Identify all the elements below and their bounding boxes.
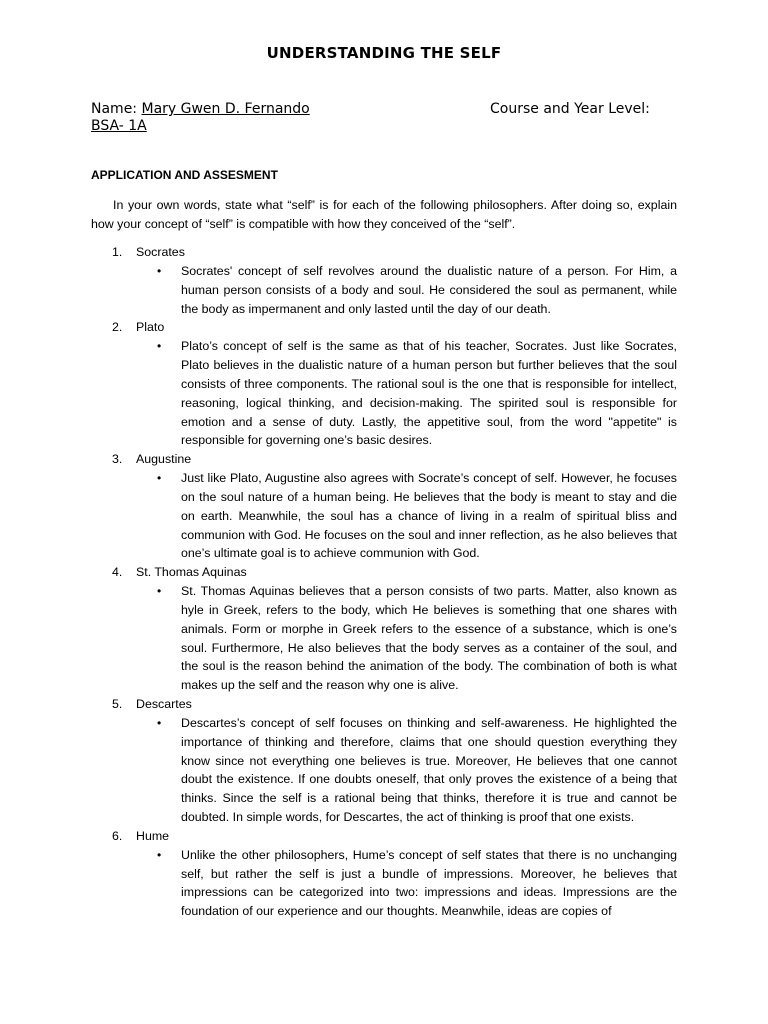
bullet-row <box>0 714 768 827</box>
bullet-row <box>0 469 768 563</box>
bullet-row <box>0 262 768 318</box>
item-paragraph: Unlike the other philosophers, Hume’s concept of self states that there is no unchanging self, but rather the self is just a bundle of impressions. Moreover, he believes that impressions can be categorized into two: impressions and ideas. Impressions are the foundation of our experience and our thoughts. Meanwhile, ideas are copies of <box>181 847 677 919</box>
list-item <box>0 318 768 450</box>
philosopher-name: St. Thomas Aquinas <box>136 565 247 580</box>
philosopher-list <box>0 243 768 921</box>
philosopher-name: Descartes <box>136 696 192 711</box>
name-label: Name: <box>91 101 142 117</box>
bullet-row <box>0 846 768 921</box>
item-number: 4. <box>112 565 123 580</box>
philosopher-name: Plato <box>136 320 165 335</box>
philosopher-name: Augustine <box>136 452 192 467</box>
philosopher-name: Hume <box>136 828 170 843</box>
bullet-icon: • <box>157 339 162 354</box>
item-number: 1. <box>112 245 123 259</box>
bullet-icon: • <box>157 264 162 278</box>
page-title: UNDERSTANDING THE SELF <box>266 44 502 62</box>
item-paragraph: St. Thomas Aquinas believes that a person consists of two parts. Matter, also known as hyle in Greek, refers to the body, which He believes is something that one shares with animals. Form or morphe in Greek refers to the essence of a substance, which is one’s soul. Furthermore, He also believes that the body serves as a container of the soul, and the soul is the reason behind the animation of the body. The combination of both is what makes up the self and the reason why one is alive. <box>181 584 677 693</box>
course-label: Course and Year Level: <box>490 101 650 117</box>
item-number: 6. <box>112 828 123 843</box>
section-heading: APPLICATION AND ASSESMENT <box>91 168 278 182</box>
item-paragraph: Socrates' concept of self revolves around the dualistic nature of a person. For Him, a human person consists of a body and soul. He considered the soul as permanent, while the body as impermanent and only lasted until the day of our death. <box>181 264 677 316</box>
list-item <box>0 695 768 827</box>
item-paragraph: Just like Plato, Augustine also agrees with Socrate’s concept of self. However, he focuses on the soul nature of a human being. He believes that the body is meant to stay and die on earth. Meanwhile, the soul has a chance of living in a realm of spiritual bliss and communion with God. He focuses on the soul and inner reflection, as he also believes that one’s ultimate goal is to achieve communion with God. <box>181 471 677 561</box>
bullet-icon: • <box>157 584 162 599</box>
instructions-paragraph: In your own words, state what “self” is for each of the following philosophers. After doing so, explain how your concept of “self” is compatible with how they conceived of the “self”. <box>91 198 677 231</box>
list-item <box>0 563 768 695</box>
bullet-icon: • <box>157 847 162 862</box>
bullet-icon: • <box>157 715 162 730</box>
item-number: 5. <box>112 696 123 711</box>
list-item <box>0 243 768 318</box>
bullet-row <box>0 582 768 695</box>
item-paragraph: Plato’s concept of self is the same as that of his teacher, Socrates. Just like Socrates, Plato believes in the dualistic nature of a human person but further believes that the soul consists of three components. The rational soul is the one that is responsible for intellect, reasoning, logical thinking, and decision-making. The spirited soul is responsible for emotion and a sense of duty. Lastly, the appetitive soul, from the word "appetite" is responsible for governing one’s basic desires. <box>181 339 677 448</box>
item-number: 2. <box>112 320 123 335</box>
item-paragraph: Descartes’s concept of self focuses on thinking and self-awareness. He highlighted the importance of thinking and therefore, claims that one should question everything they know since not everything one believes is true. Moreover, He believes that one cannot doubt the existence. If one doubts oneself, that only proves the existence of a being that thinks. Since the self is a rational being that thinks, therefore it is true and cannot be doubted. In simple words, for Descartes, the act of thinking is proof that one exists. <box>181 715 677 824</box>
item-number: 3. <box>112 452 123 467</box>
bullet-row <box>0 337 768 450</box>
list-item <box>0 827 768 921</box>
list-item <box>0 450 768 563</box>
bullet-icon: • <box>157 471 162 486</box>
philosopher-name: Socrates <box>136 245 185 259</box>
name-value: Mary Gwen D. Fernando <box>141 101 310 117</box>
course-value: BSA- 1A <box>91 118 147 134</box>
